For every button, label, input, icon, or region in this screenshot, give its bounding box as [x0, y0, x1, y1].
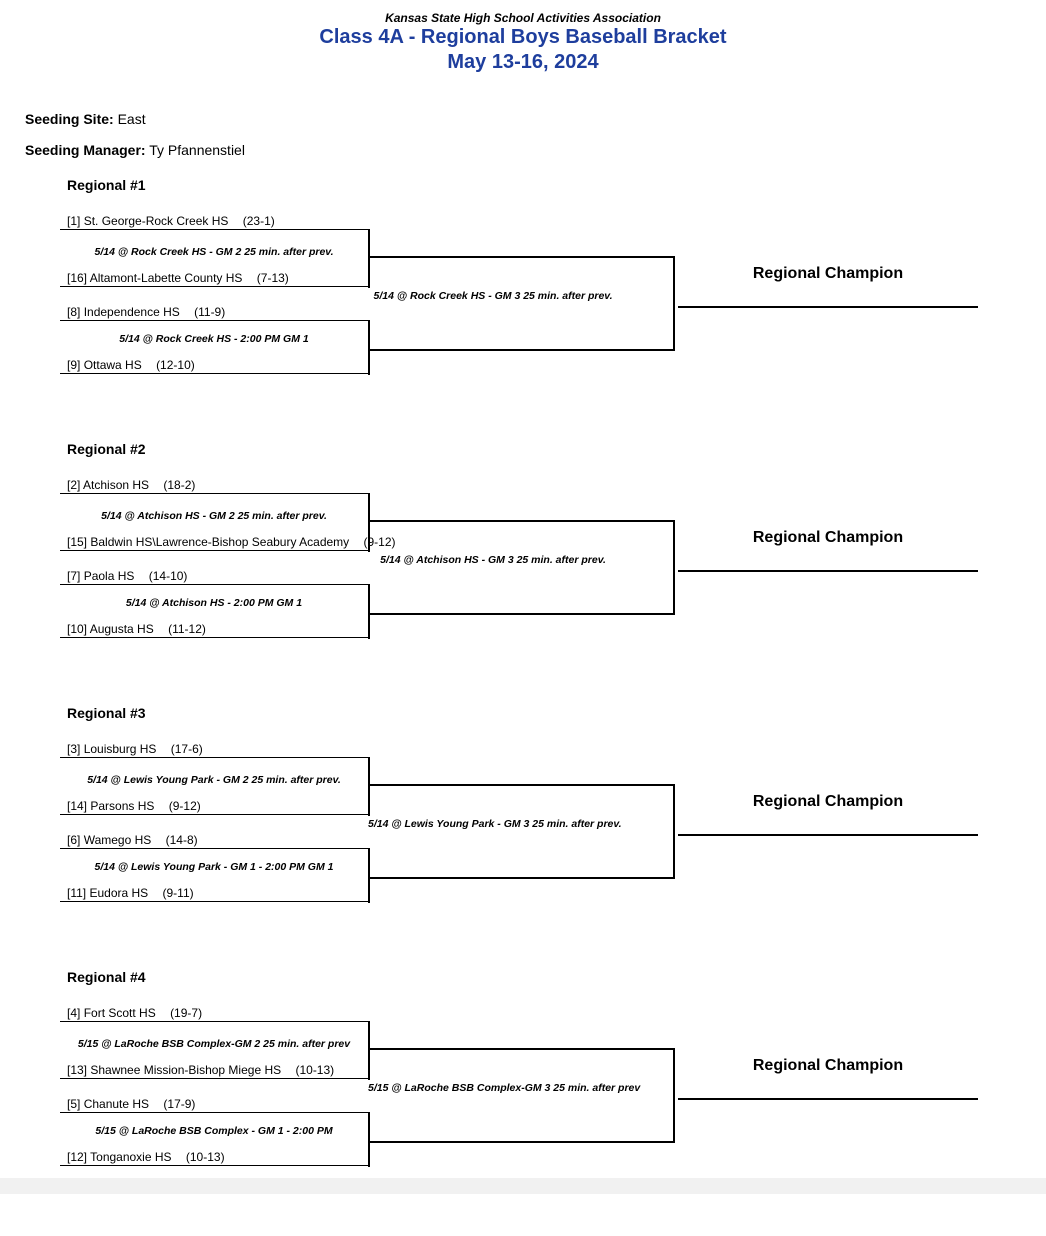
- winner-line-top: [368, 520, 673, 522]
- game2-info: 5/14 @ Rock Creek HS - GM 2 25 min. after prev.: [94, 246, 334, 258]
- team-record: (18-2): [163, 478, 196, 492]
- team-seed: [14]: [67, 799, 88, 813]
- team-record: (10-13): [185, 1150, 225, 1164]
- team-slot-4: [60, 1151, 368, 1166]
- game1-info: 5/15 @ LaRoche BSB Complex - GM 1 - 2:00 PM: [95, 1125, 333, 1137]
- team-slot-1: [60, 215, 368, 230]
- regional-heading: Regional #3: [67, 705, 146, 721]
- team-seed: [8]: [67, 305, 81, 319]
- team-seed: [9]: [67, 358, 81, 372]
- game2-info: 5/14 @ Lewis Young Park - GM 2 25 min. after prev.: [87, 774, 341, 786]
- team-seed: [15]: [67, 535, 88, 549]
- regional-section: [0, 441, 1046, 708]
- team-record: (23-1): [242, 214, 275, 228]
- regional-section: [0, 177, 1046, 444]
- team-slot-2: [60, 800, 368, 815]
- team-record: (11-12): [168, 622, 206, 636]
- team-record: (14-10): [148, 569, 188, 583]
- winner-line-top: [368, 256, 673, 258]
- final-connector-line: [673, 1048, 675, 1143]
- champion-line: [678, 306, 978, 308]
- team-name: Wamego HS: [83, 833, 152, 847]
- match2-connector-line: [368, 1112, 370, 1167]
- match1-connector-line: [368, 757, 370, 816]
- team-name: Paola HS: [83, 569, 135, 583]
- seeding-site-row: [25, 111, 146, 127]
- winner-line-bottom: [368, 1141, 673, 1143]
- seeding-site-value: East: [117, 111, 146, 127]
- team-name: Independence HS: [83, 305, 180, 319]
- page-bottom-band: [0, 1178, 1046, 1194]
- team-record: (9-12): [168, 799, 201, 813]
- bracket-dates: May 13-16, 2024: [447, 51, 599, 73]
- team-slot-3: [60, 570, 368, 585]
- team-seed: [3]: [67, 742, 81, 756]
- regional-heading: Regional #2: [67, 441, 146, 457]
- team-record: (7-13): [256, 271, 289, 285]
- final-connector-line: [673, 520, 675, 615]
- team-record: (12-10): [156, 358, 195, 372]
- game3-info: 5/14 @ Atchison HS - GM 3 25 min. after prev.: [380, 554, 606, 566]
- final-connector-line: [673, 256, 675, 351]
- team-name: Altamont-Labette County HS: [89, 271, 243, 285]
- team-name: Parsons HS: [90, 799, 155, 813]
- regional-champion-label: Regional Champion: [752, 1057, 904, 1074]
- team-name: St. George-Rock Creek HS: [83, 214, 229, 228]
- final-connector-line: [673, 784, 675, 879]
- team-seed: [13]: [67, 1063, 88, 1077]
- team-seed: [11]: [67, 886, 87, 900]
- team-seed: [6]: [67, 833, 81, 847]
- game2-info: 5/14 @ Atchison HS - GM 2 25 min. after prev.: [101, 510, 327, 522]
- team-name: Baldwin HS\Lawrence-Bishop Seabury Academy: [90, 535, 350, 549]
- team-name: Eudora HS: [89, 886, 149, 900]
- team-record: (9-12): [363, 535, 396, 549]
- regional-heading: Regional #1: [67, 177, 146, 193]
- game3-info: 5/15 @ LaRoche BSB Complex-GM 3 25 min. after prev: [368, 1082, 641, 1094]
- team-seed: [2]: [67, 478, 81, 492]
- team-record: (17-6): [170, 742, 203, 756]
- regional-section: [0, 705, 1046, 972]
- team-name: Shawnee Mission-Bishop Miege HS: [90, 1063, 282, 1077]
- team-seed: [1]: [67, 214, 81, 228]
- team-slot-4: [60, 359, 368, 374]
- winner-line-bottom: [368, 613, 673, 615]
- association-name: Kansas State High School Activities Association: [385, 11, 661, 25]
- team-name: Chanute HS: [83, 1097, 150, 1111]
- game1-info: 5/14 @ Atchison HS - 2:00 PM GM 1: [125, 597, 303, 609]
- team-name: Augusta HS: [89, 622, 154, 636]
- team-record: (17-9): [163, 1097, 196, 1111]
- seeding-manager-label: Seeding Manager:: [25, 142, 146, 158]
- team-seed: [16]: [67, 271, 88, 285]
- game3-info: 5/14 @ Lewis Young Park - GM 3 25 min. after prev.: [368, 818, 622, 830]
- team-slot-1: [60, 479, 368, 494]
- seeding-site-label: Seeding Site:: [25, 111, 114, 127]
- team-name: Fort Scott HS: [83, 1006, 156, 1020]
- match1-connector-line: [368, 493, 370, 552]
- match2-connector-line: [368, 320, 370, 375]
- winner-line-bottom: [368, 349, 673, 351]
- team-slot-3: [60, 834, 368, 849]
- game1-info: 5/14 @ Rock Creek HS - 2:00 PM GM 1: [119, 333, 309, 345]
- bracket-title: Class 4A - Regional Boys Baseball Bracket: [319, 26, 727, 48]
- team-seed: [5]: [67, 1097, 81, 1111]
- team-slot-1: [60, 743, 368, 758]
- champion-line: [678, 570, 978, 572]
- team-record: (19-7): [170, 1006, 203, 1020]
- match1-connector-line: [368, 229, 370, 288]
- regional-champion-label: Regional Champion: [752, 529, 904, 546]
- match1-connector-line: [368, 1021, 370, 1080]
- winner-line-top: [368, 784, 673, 786]
- champion-line: [678, 1098, 978, 1100]
- team-slot-1: [60, 1007, 368, 1022]
- team-seed: [7]: [67, 569, 81, 583]
- winner-line-bottom: [368, 877, 673, 879]
- game2-info: 5/15 @ LaRoche BSB Complex-GM 2 25 min. after prev: [77, 1038, 351, 1050]
- match2-connector-line: [368, 584, 370, 639]
- team-slot-3: [60, 1098, 368, 1113]
- regional-champion-label: Regional Champion: [752, 793, 904, 810]
- team-record: (11-9): [194, 305, 226, 319]
- regional-heading: Regional #4: [67, 969, 146, 985]
- match2-connector-line: [368, 848, 370, 903]
- team-seed: [12]: [67, 1150, 88, 1164]
- team-record: (14-8): [165, 833, 198, 847]
- team-record: (10-13): [295, 1063, 335, 1077]
- game3-info: 5/14 @ Rock Creek HS - GM 3 25 min. after prev.: [373, 290, 613, 302]
- team-slot-2: [60, 272, 368, 287]
- team-seed: [10]: [67, 622, 88, 636]
- team-slot-4: [60, 623, 368, 638]
- team-name: Louisburg HS: [83, 742, 157, 756]
- seeding-manager-value: Ty Pfannenstiel: [149, 142, 245, 158]
- team-seed: [4]: [67, 1006, 81, 1020]
- team-slot-2: [60, 1064, 368, 1079]
- team-slot-4: [60, 887, 368, 902]
- team-slot-2: [60, 535, 396, 551]
- team-slot-3: [60, 306, 368, 321]
- team-record: (9-11): [162, 886, 194, 900]
- regional-section: [0, 969, 1046, 1236]
- regional-champion-label: Regional Champion: [752, 265, 904, 282]
- champion-line: [678, 834, 978, 836]
- seeding-manager-row: [25, 142, 245, 158]
- winner-line-top: [368, 1048, 673, 1050]
- team-name: Tonganoxie HS: [90, 1150, 172, 1164]
- team-name: Ottawa HS: [83, 358, 142, 372]
- team-name: Atchison HS: [83, 478, 150, 492]
- game1-info: 5/14 @ Lewis Young Park - GM 1 - 2:00 PM GM 1: [94, 861, 334, 873]
